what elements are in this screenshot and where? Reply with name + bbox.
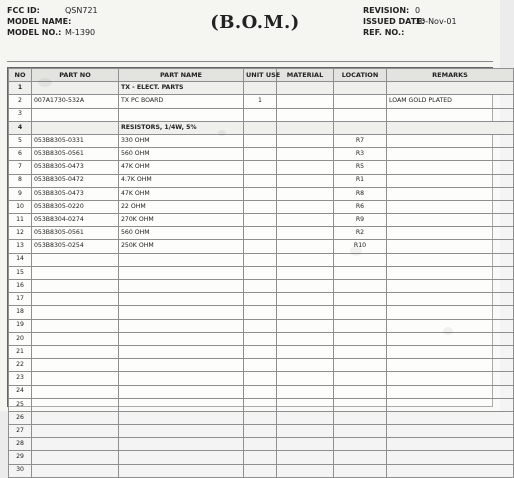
cell-material [277, 280, 334, 293]
left-metadata [7, 6, 157, 38]
cell-material [277, 121, 334, 134]
cell-location [334, 319, 387, 332]
cell-part-no [32, 451, 119, 464]
table-row [9, 425, 514, 438]
cell-material [277, 411, 334, 424]
cell-material [277, 134, 334, 147]
cell-location [334, 332, 387, 345]
cell-part-no [32, 411, 119, 424]
cell-no: 28 [9, 438, 32, 451]
cell-remarks [387, 161, 514, 174]
cell-no: 27 [9, 425, 32, 438]
table-row [9, 95, 514, 108]
cell-part-name: 47K OHM [119, 187, 244, 200]
cell-part-name: RESISTORS, 1/4W, 5% [119, 121, 244, 134]
cell-unit-use [244, 359, 277, 372]
revision-row [363, 6, 493, 15]
cell-unit-use [244, 240, 277, 253]
cell-material [277, 214, 334, 227]
cell-location [334, 306, 387, 319]
column-header-no: NO [9, 69, 32, 82]
cell-unit-use [244, 385, 277, 398]
column-header-remarks: REMARKS [387, 69, 514, 82]
cell-part-name: 270K OHM [119, 214, 244, 227]
cell-location: R10 [334, 240, 387, 253]
cell-material [277, 438, 334, 451]
cell-part-no [32, 266, 119, 279]
table-header-row [9, 69, 514, 82]
cell-material [277, 266, 334, 279]
cell-location [334, 359, 387, 372]
table-row [9, 385, 514, 398]
cell-no: 5 [9, 134, 32, 147]
cell-no: 23 [9, 372, 32, 385]
cell-location: R2 [334, 227, 387, 240]
table-row [9, 227, 514, 240]
cell-part-no [32, 464, 119, 477]
cell-part-name [119, 108, 244, 121]
cell-unit-use [244, 345, 277, 358]
cell-location: R8 [334, 187, 387, 200]
cell-unit-use [244, 332, 277, 345]
cell-part-name [119, 306, 244, 319]
cell-remarks [387, 306, 514, 319]
cell-part-no [32, 280, 119, 293]
cell-remarks [387, 148, 514, 161]
cell-part-name [119, 319, 244, 332]
table-row [9, 121, 514, 134]
cell-remarks [387, 359, 514, 372]
cell-location [334, 425, 387, 438]
cell-remarks [387, 227, 514, 240]
cell-unit-use [244, 319, 277, 332]
cell-unit-use [244, 253, 277, 266]
cell-part-name [119, 359, 244, 372]
cell-location: R9 [334, 214, 387, 227]
cell-part-no [32, 108, 119, 121]
cell-part-name: 560 OHM [119, 148, 244, 161]
cell-location: R3 [334, 148, 387, 161]
cell-part-no: 007A1730-532A [32, 95, 119, 108]
table-row [9, 108, 514, 121]
cell-part-name: 560 OHM [119, 227, 244, 240]
column-header-part-no: PART NO [32, 69, 119, 82]
cell-location [334, 108, 387, 121]
cell-location [334, 121, 387, 134]
cell-part-name: 250K OHM [119, 240, 244, 253]
cell-remarks [387, 372, 514, 385]
document-title: (B.O.M.) [210, 12, 300, 33]
cell-location [334, 464, 387, 477]
right-metadata [353, 6, 493, 38]
cell-unit-use [244, 425, 277, 438]
cell-material [277, 227, 334, 240]
cell-material [277, 95, 334, 108]
table-row [9, 253, 514, 266]
cell-location: R7 [334, 134, 387, 147]
cell-no: 18 [9, 306, 32, 319]
cell-part-no [32, 293, 119, 306]
cell-part-no: 053B8305-0254 [32, 240, 119, 253]
cell-no: 10 [9, 200, 32, 213]
cell-remarks [387, 240, 514, 253]
ref-no-value [415, 28, 493, 37]
cell-part-name [119, 451, 244, 464]
model-no-label: MODEL NO.: [7, 28, 62, 38]
cell-material [277, 319, 334, 332]
cell-part-name [119, 332, 244, 345]
cell-material [277, 306, 334, 319]
cell-unit-use [244, 464, 277, 477]
cell-remarks [387, 319, 514, 332]
cell-unit-use [244, 227, 277, 240]
cell-part-name [119, 438, 244, 451]
cell-no: 12 [9, 227, 32, 240]
cell-material [277, 240, 334, 253]
cell-no: 8 [9, 174, 32, 187]
issued-date-label: ISSUED DATE: [363, 17, 425, 27]
cell-remarks [387, 464, 514, 477]
table-row [9, 438, 514, 451]
table-row [9, 187, 514, 200]
cell-location [334, 253, 387, 266]
cell-part-no: 053B8305-0472 [32, 174, 119, 187]
table-row [9, 161, 514, 174]
column-header-material: MATERIAL [277, 69, 334, 82]
cell-part-name [119, 293, 244, 306]
cell-no: 11 [9, 214, 32, 227]
cell-unit-use [244, 306, 277, 319]
cell-material [277, 398, 334, 411]
cell-material [277, 187, 334, 200]
cell-unit-use [244, 372, 277, 385]
cell-remarks [387, 266, 514, 279]
cell-part-no [32, 121, 119, 134]
cell-material [277, 372, 334, 385]
cell-location [334, 451, 387, 464]
cell-no: 17 [9, 293, 32, 306]
cell-remarks [387, 187, 514, 200]
cell-remarks [387, 332, 514, 345]
cell-remarks [387, 82, 514, 95]
cell-material [277, 82, 334, 95]
cell-part-no [32, 398, 119, 411]
revision-label: REVISION: [363, 6, 410, 15]
cell-unit-use: 1 [244, 95, 277, 108]
table-row [9, 174, 514, 187]
bom-table-wrapper [7, 67, 493, 474]
cell-part-no [32, 82, 119, 95]
model-no-row [7, 28, 157, 37]
cell-remarks [387, 280, 514, 293]
cell-no: 2 [9, 95, 32, 108]
cell-unit-use [244, 200, 277, 213]
model-name-value [65, 17, 157, 26]
cell-part-name [119, 398, 244, 411]
cell-part-name: TX - ELECT. PARTS [119, 82, 244, 95]
cell-no: 7 [9, 161, 32, 174]
cell-unit-use [244, 121, 277, 134]
cell-part-no [32, 359, 119, 372]
table-row [9, 372, 514, 385]
cell-unit-use [244, 451, 277, 464]
issued-date-value: 30-Nov-01 [415, 17, 457, 27]
cell-part-name [119, 385, 244, 398]
cell-remarks [387, 200, 514, 213]
cell-no: 21 [9, 345, 32, 358]
cell-part-name [119, 411, 244, 424]
ref-no-row [363, 28, 493, 37]
cell-part-no [32, 332, 119, 345]
cell-unit-use [244, 161, 277, 174]
cell-part-name [119, 266, 244, 279]
cell-material [277, 108, 334, 121]
cell-part-name: 330 OHM [119, 134, 244, 147]
cell-part-no [32, 438, 119, 451]
cell-remarks [387, 134, 514, 147]
cell-remarks [387, 425, 514, 438]
cell-remarks [387, 174, 514, 187]
table-row [9, 148, 514, 161]
cell-part-name [119, 345, 244, 358]
model-name-label: MODEL NAME: [7, 17, 72, 27]
cell-no: 13 [9, 240, 32, 253]
table-row [9, 332, 514, 345]
cell-part-name [119, 464, 244, 477]
cell-no: 6 [9, 148, 32, 161]
cell-remarks [387, 385, 514, 398]
bom-table [8, 68, 514, 478]
cell-material [277, 200, 334, 213]
column-header-part-name: PART NAME [119, 69, 244, 82]
cell-part-no: 053B8305-0561 [32, 148, 119, 161]
cell-unit-use [244, 148, 277, 161]
cell-remarks [387, 398, 514, 411]
table-row [9, 398, 514, 411]
cell-part-no [32, 372, 119, 385]
table-row [9, 82, 514, 95]
table-row [9, 214, 514, 227]
cell-part-no: 053B8305-0473 [32, 161, 119, 174]
cell-part-name: 4.7K OHM [119, 174, 244, 187]
cell-part-name: TX PC BOARD [119, 95, 244, 108]
model-name-row [7, 17, 157, 26]
table-row [9, 451, 514, 464]
table-body [9, 82, 514, 478]
cell-part-no [32, 319, 119, 332]
cell-no: 19 [9, 319, 32, 332]
cell-part-name: 47K OHM [119, 161, 244, 174]
cell-part-no [32, 345, 119, 358]
issued-date-row [363, 17, 493, 26]
cell-material [277, 345, 334, 358]
cell-location [334, 372, 387, 385]
cell-location: R5 [334, 161, 387, 174]
cell-unit-use [244, 280, 277, 293]
cell-part-no: 053B8305-0561 [32, 227, 119, 240]
cell-part-no [32, 253, 119, 266]
ref-no-label: REF. NO.: [363, 28, 405, 38]
cell-no: 14 [9, 253, 32, 266]
cell-remarks [387, 214, 514, 227]
cell-unit-use [244, 398, 277, 411]
cell-part-no: 053B8305-0220 [32, 200, 119, 213]
cell-no: 15 [9, 266, 32, 279]
cell-unit-use [244, 187, 277, 200]
cell-no: 3 [9, 108, 32, 121]
table-row [9, 280, 514, 293]
cell-unit-use [244, 438, 277, 451]
cell-location [334, 345, 387, 358]
table-row [9, 240, 514, 253]
cell-material [277, 293, 334, 306]
cell-no: 30 [9, 464, 32, 477]
cell-unit-use [244, 214, 277, 227]
cell-no: 4 [9, 121, 32, 134]
cell-location [334, 95, 387, 108]
cell-material [277, 385, 334, 398]
cell-no: 16 [9, 280, 32, 293]
cell-material [277, 359, 334, 372]
cell-no: 25 [9, 398, 32, 411]
table-row [9, 411, 514, 424]
cell-remarks [387, 345, 514, 358]
cell-no: 29 [9, 451, 32, 464]
cell-remarks [387, 293, 514, 306]
fcc-id-value: QSN721 [65, 6, 98, 15]
column-header-location: LOCATION [334, 69, 387, 82]
cell-no: 9 [9, 187, 32, 200]
cell-no: 1 [9, 82, 32, 95]
cell-material [277, 174, 334, 187]
cell-no: 22 [9, 359, 32, 372]
document-header [7, 6, 493, 62]
cell-unit-use [244, 108, 277, 121]
cell-location: R1 [334, 174, 387, 187]
cell-material [277, 451, 334, 464]
table-row [9, 319, 514, 332]
cell-part-name [119, 425, 244, 438]
cell-part-name [119, 372, 244, 385]
cell-location [334, 385, 387, 398]
cell-remarks [387, 108, 514, 121]
cell-material [277, 464, 334, 477]
cell-location [334, 438, 387, 451]
cell-part-name: 22 OHM [119, 200, 244, 213]
cell-no: 20 [9, 332, 32, 345]
cell-part-name [119, 253, 244, 266]
cell-location: R6 [334, 200, 387, 213]
cell-location [334, 82, 387, 95]
cell-location [334, 266, 387, 279]
fcc-id-row [7, 6, 157, 15]
cell-material [277, 332, 334, 345]
cell-remarks: LOAM GOLD PLATED [387, 95, 514, 108]
cell-part-no [32, 385, 119, 398]
cell-remarks [387, 438, 514, 451]
cell-no: 24 [9, 385, 32, 398]
table-row [9, 345, 514, 358]
cell-material [277, 148, 334, 161]
cell-part-no: 053B8304-0274 [32, 214, 119, 227]
cell-part-name [119, 280, 244, 293]
cell-unit-use [244, 134, 277, 147]
cell-unit-use [244, 293, 277, 306]
table-row [9, 266, 514, 279]
table-row [9, 359, 514, 372]
cell-remarks [387, 411, 514, 424]
cell-location [334, 280, 387, 293]
revision-value: 0 [415, 6, 421, 15]
table-row [9, 200, 514, 213]
cell-part-no: 053B8305-0473 [32, 187, 119, 200]
table-row [9, 464, 514, 477]
fcc-id-label: FCC ID: [7, 6, 40, 15]
table-row [9, 306, 514, 319]
table-row [9, 293, 514, 306]
cell-remarks [387, 121, 514, 134]
cell-part-no [32, 425, 119, 438]
cell-remarks [387, 451, 514, 464]
cell-material [277, 161, 334, 174]
cell-part-no [32, 306, 119, 319]
cell-location [334, 293, 387, 306]
cell-unit-use [244, 174, 277, 187]
model-no-value: M-1390 [65, 28, 96, 38]
cell-remarks [387, 253, 514, 266]
cell-unit-use [244, 82, 277, 95]
cell-part-no: 053B8305-0331 [32, 134, 119, 147]
cell-location [334, 411, 387, 424]
cell-location [334, 398, 387, 411]
document-title-block [165, 6, 345, 33]
table-row [9, 134, 514, 147]
cell-material [277, 425, 334, 438]
cell-no: 26 [9, 411, 32, 424]
cell-unit-use [244, 411, 277, 424]
cell-unit-use [244, 266, 277, 279]
column-header-unit-use: UNIT USE [244, 69, 277, 82]
cell-material [277, 253, 334, 266]
